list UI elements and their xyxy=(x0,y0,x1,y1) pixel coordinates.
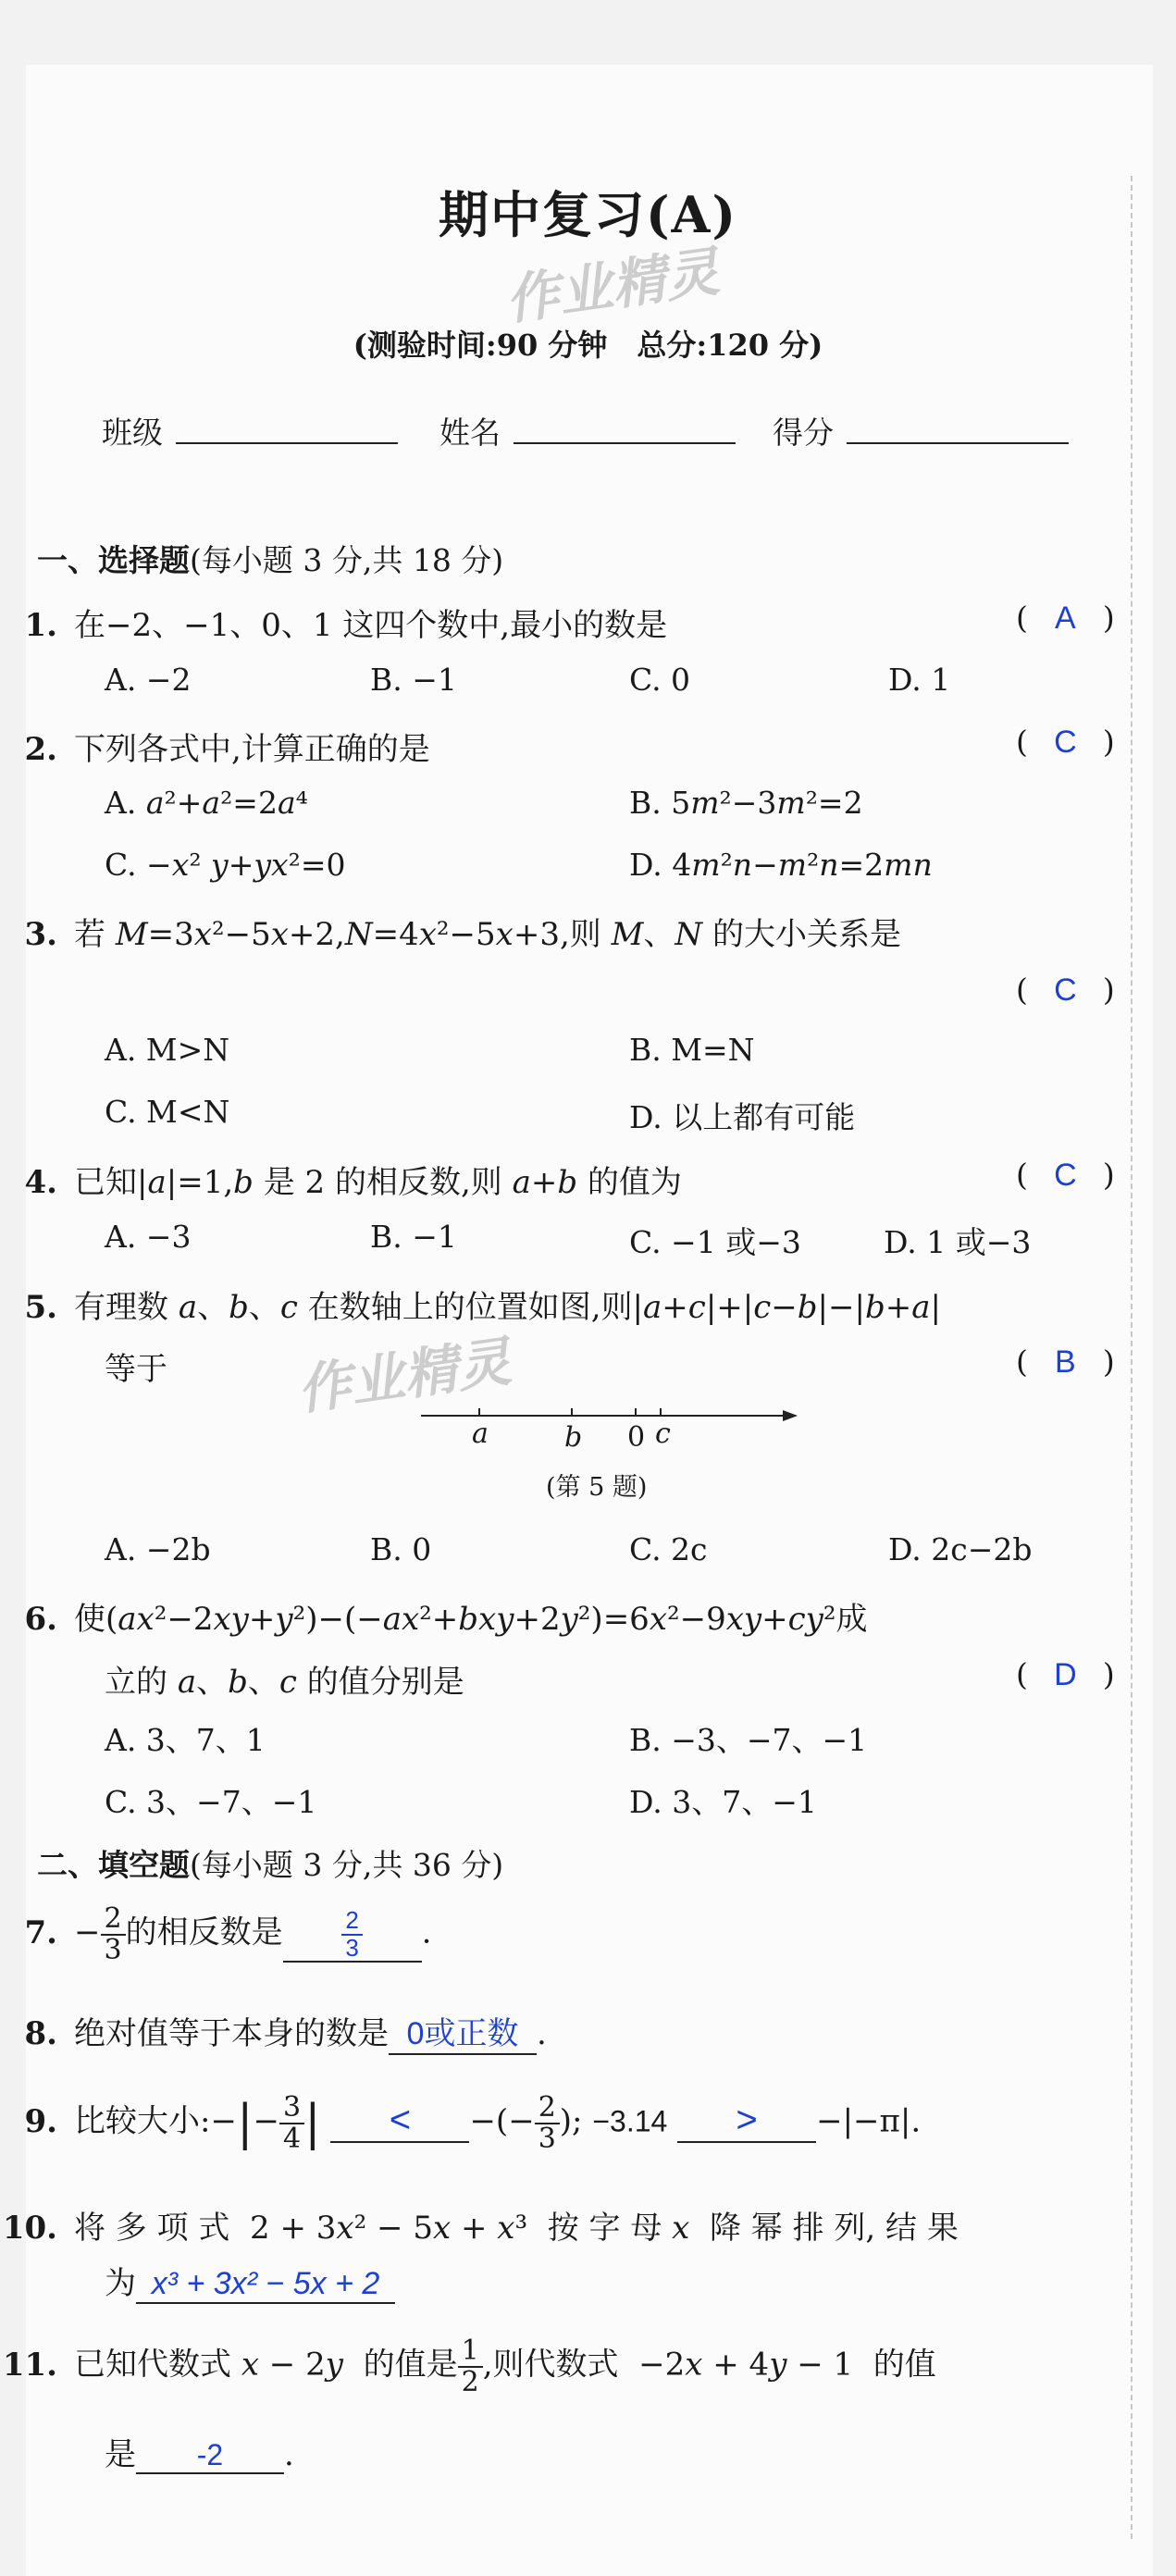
option-a: A. a²+a²=2a⁴ xyxy=(105,785,308,821)
question-11-cont: 是 -2 . xyxy=(105,2436,294,2473)
question-5: 5. 有理数 a、b、c 在数轴上的位置如图,则|a+c|+|c−b|−|b+a| xyxy=(24,1289,941,1326)
question-2: 2. 下列各式中,计算正确的是 xyxy=(24,731,430,768)
label-zero: 0 xyxy=(627,1421,646,1454)
option-d: D. 4m²n−m²n=2mn xyxy=(629,847,933,883)
answer-paren-3: ( C ) xyxy=(1016,972,1115,1008)
option-b: B. −1 xyxy=(370,662,457,698)
answer-paren-2: ( C ) xyxy=(1016,724,1115,760)
section-title-choice: 一、选择题(每小题 3 分,共 18 分) xyxy=(37,542,504,578)
question-11: 11. 已知代数式 x − 2y 的值是 $\frac{1}{2}$ ,则代数式 −2x + 4y − 1 的值 xyxy=(2,2334,936,2398)
question-7: 7. − $\frac{2}{3}$ 的相反数是 $\frac{2}{3}$ . xyxy=(24,1902,432,1966)
watermark: 作业精灵 xyxy=(501,240,724,332)
option-c: C. −x² y+yx²=0 xyxy=(105,847,346,883)
label-b: b xyxy=(564,1421,583,1454)
answer-paren-6: ( D ) xyxy=(1016,1656,1115,1692)
test-info: (测验时间:90 分钟 总分:120 分) xyxy=(353,328,823,363)
option-b: B. −1 xyxy=(370,1219,457,1255)
option-a: A. 3、7、1 xyxy=(105,1722,266,1758)
answer-blank-8[interactable]: 0或正数 xyxy=(389,2008,537,2055)
question-8: 8. 绝对值等于本身的数是 0或正数 . xyxy=(0,2008,547,2055)
label-a: a xyxy=(472,1418,489,1450)
option-c: C. −1 或−3 xyxy=(629,1224,801,1260)
answer-blank-9b[interactable]: > xyxy=(677,2099,816,2143)
question-9: 9. 比较大小:−|− $\frac{3}{4}$ | < −(− $\frac{2}{3}$ ); −3.14 > −|−π|. xyxy=(24,2091,922,2155)
option-c: C. 3、−7、−1 xyxy=(105,1784,317,1820)
label-c: c xyxy=(655,1418,671,1450)
score-field[interactable] xyxy=(847,416,1069,444)
option-b: B. −3、−7、−1 xyxy=(629,1722,868,1758)
figure-caption: (第 5 题) xyxy=(546,1473,648,1502)
option-b: B. 0 xyxy=(370,1531,432,1567)
name-field[interactable] xyxy=(514,416,736,444)
answer-blank-9a[interactable]: < xyxy=(330,2099,469,2143)
answer-paren-4: ( C ) xyxy=(1016,1157,1115,1193)
option-d: D. 3、7、−1 xyxy=(629,1784,817,1820)
question-1: 1. 在−2、−1、0、1 这四个数中,最小的数是 xyxy=(24,607,668,644)
option-c: C. 0 xyxy=(629,662,691,698)
question-6-cont: 立的 a、b、c 的值分别是 xyxy=(105,1664,464,1701)
option-d: D. 1 或−3 xyxy=(884,1224,1032,1260)
option-d: D. 以上都有可能 xyxy=(629,1099,856,1135)
option-b: B. M=N xyxy=(629,1032,755,1068)
page-title: 期中复习(A) xyxy=(439,185,737,244)
question-4: 4. 已知|a|=1,b 是 2 的相反数,则 a+b 的值为 xyxy=(24,1164,682,1201)
answer-paren-5: ( B ) xyxy=(1016,1344,1115,1380)
question-5-cont: 等于 xyxy=(105,1351,167,1388)
question-10: 10. 将 多 项 式 2 + 3x² − 5x + x³ 按 字 母 x 降 幂 排 列, 结 果 xyxy=(2,2210,959,2247)
option-b: B. 5m²−3m²=2 xyxy=(629,785,863,821)
option-a: A. −3 xyxy=(105,1219,192,1255)
question-3: 3. 若 M=3x²−5x+2,N=4x²−5x+3,则 M、N 的大小关系是 xyxy=(24,916,901,953)
option-a: A. −2 xyxy=(105,662,192,698)
score-label: 得分 xyxy=(773,415,834,451)
option-c: C. M<N xyxy=(105,1094,230,1130)
question-10-cont: 为 x³ + 3x² − 5x + 2 xyxy=(105,2258,395,2304)
option-c: C. 2c xyxy=(629,1531,708,1567)
answer-paren-1: ( A ) xyxy=(1016,600,1115,636)
section-title-fill: 二、填空题(每小题 3 分,共 36 分) xyxy=(37,1847,504,1883)
answer-blank-11[interactable]: -2 xyxy=(136,2438,284,2474)
answer-blank-10[interactable]: x³ + 3x² − 5x + 2 xyxy=(136,2266,395,2304)
question-6: 6. 使(ax²−2xy+y²)−(−ax²+bxy+2y²)=6x²−9xy+cy²成 xyxy=(24,1601,868,1638)
watermark: 作业精灵 xyxy=(293,1330,515,1422)
option-d: D. 2c−2b xyxy=(888,1531,1033,1567)
perforation-line xyxy=(1131,176,1133,2539)
class-label: 班级 xyxy=(102,415,163,451)
option-d: D. 1 xyxy=(888,662,951,698)
name-label: 姓名 xyxy=(439,415,501,451)
option-a: A. −2b xyxy=(105,1531,211,1567)
option-a: A. M>N xyxy=(105,1032,230,1068)
answer-blank-7[interactable]: $\frac{2}{3}$ xyxy=(283,1908,422,1963)
class-field[interactable] xyxy=(176,416,398,444)
